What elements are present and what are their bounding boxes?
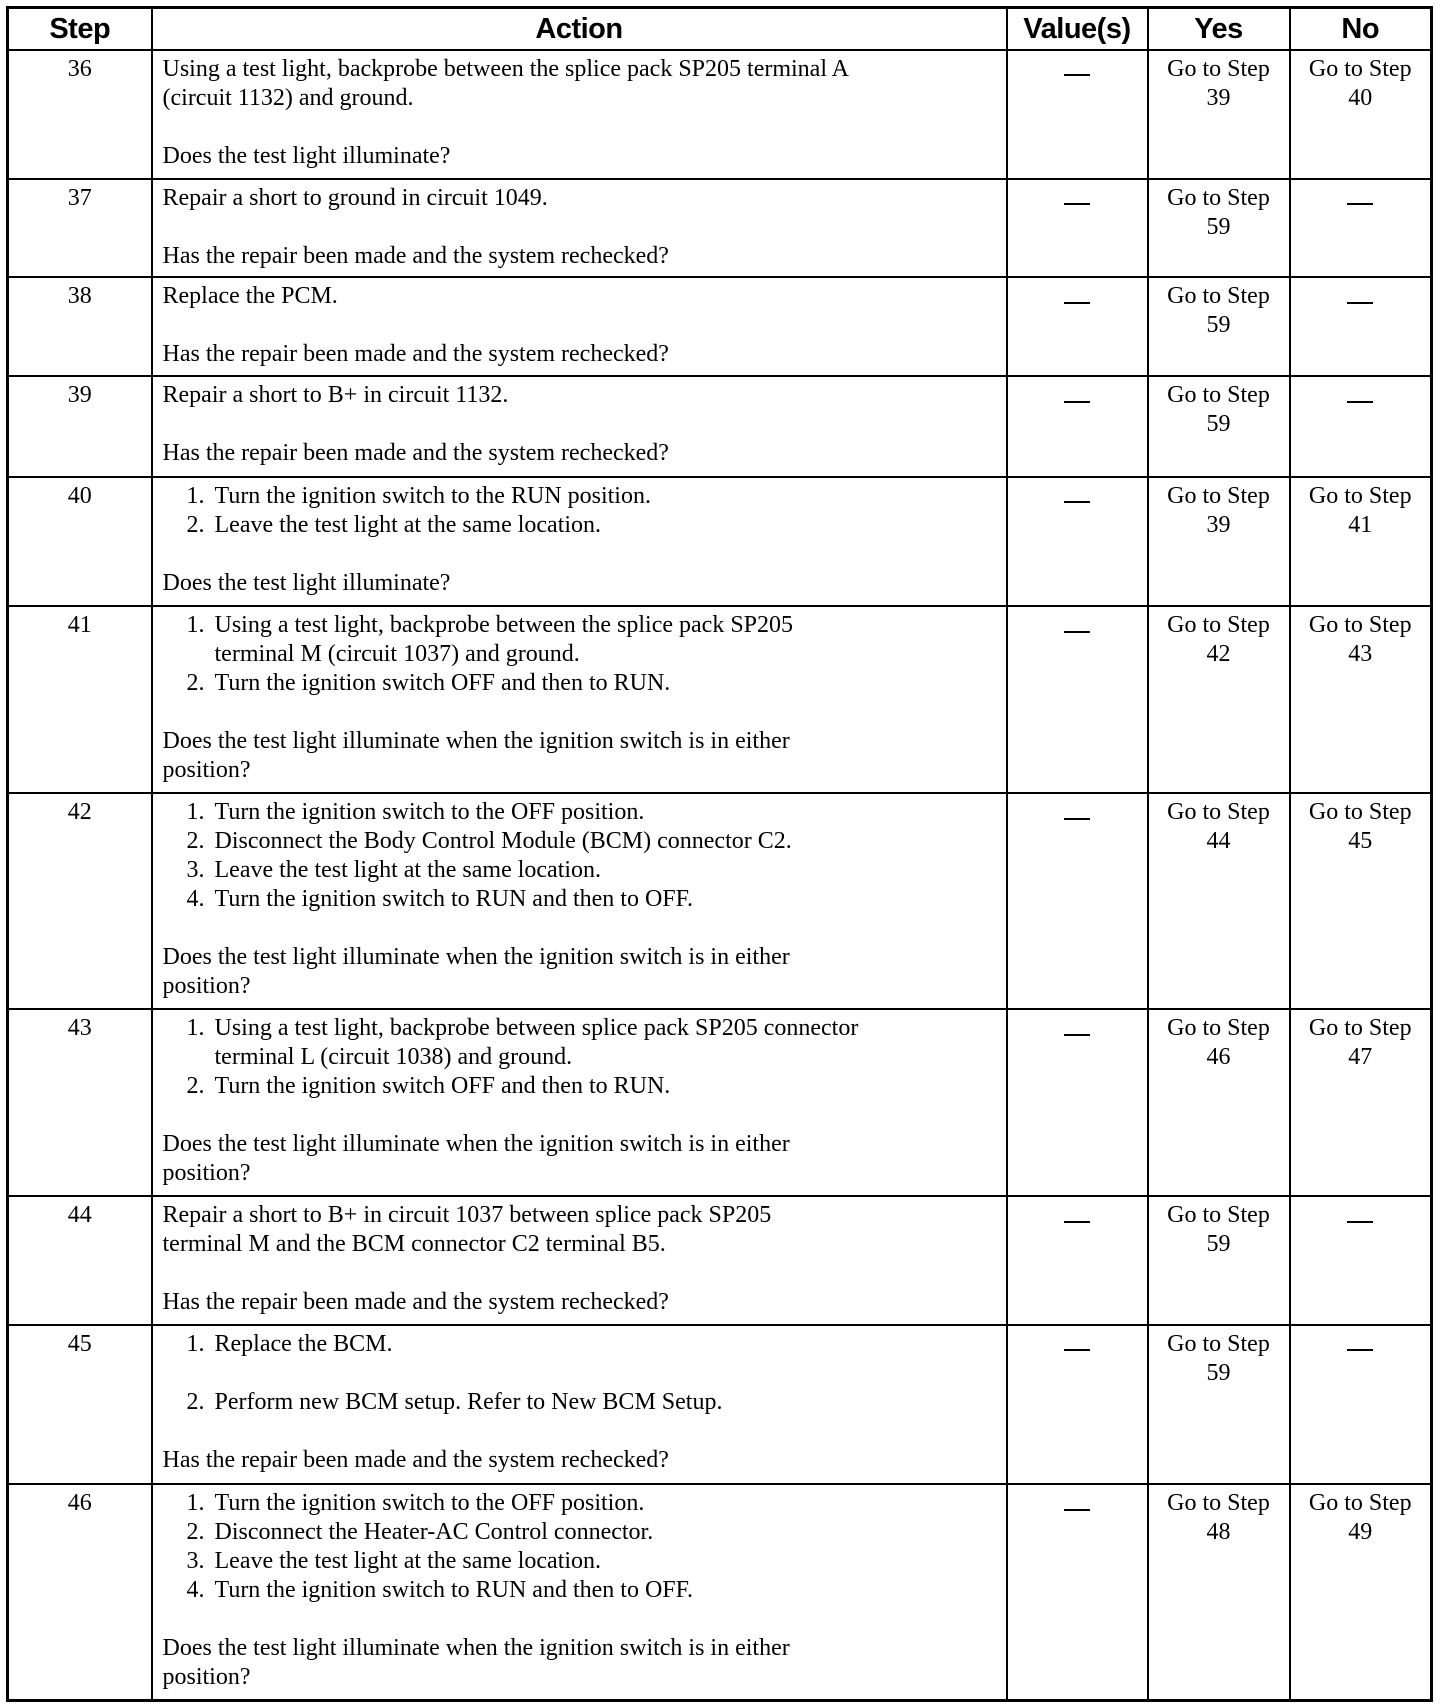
yes-cell [1148, 1009, 1290, 1196]
action-step [163, 611, 996, 640]
spacer [163, 1417, 996, 1446]
dash-line [1347, 302, 1373, 304]
action-text: Repair a short to B+ in circuit 1037 between splice pack SP205 [162, 1202, 772, 1229]
goto-step-number: 43 [1348, 641, 1373, 668]
step-number: 40 [8, 477, 152, 607]
action-step-continuation: terminal M (circuit 1037) and ground. [214, 641, 580, 668]
action-step-number: 1. [186, 482, 205, 509]
no-cell [1290, 50, 1432, 179]
value-dash [1008, 282, 1147, 311]
action-cell [152, 793, 1007, 1009]
action-step [163, 885, 996, 914]
goto-step-number: 48 [1206, 1519, 1231, 1546]
yes-cell [1148, 50, 1290, 179]
action-text: Has the repair been made and the system rechecked? [162, 1446, 669, 1473]
action-step-text: Disconnect the Heater-AC Control connector. [214, 1519, 654, 1546]
step-number: 41 [8, 606, 152, 793]
action-step-text: Using a test light, backprobe between splice pack SP205 connector [214, 1015, 859, 1042]
value-cell [1007, 179, 1148, 277]
dash-mark [1291, 1330, 1431, 1359]
spacer [163, 410, 996, 439]
action-step-number: 1. [186, 1330, 205, 1357]
yes-cell [1148, 1196, 1290, 1325]
no-cell [1290, 1009, 1432, 1196]
no-cell [1290, 606, 1432, 793]
goto-label: Go to Step [1308, 1015, 1412, 1042]
action-step-text: Leave the test light at the same location. [214, 857, 602, 884]
dash-mark [1291, 1201, 1431, 1230]
value-cell [1007, 1009, 1148, 1196]
goto-step-number: 39 [1206, 85, 1231, 111]
action-step [163, 1072, 996, 1101]
action-step-number: 4. [186, 886, 205, 913]
dash-line [1064, 1034, 1090, 1036]
value-cell [1007, 606, 1148, 793]
table-row [8, 50, 1432, 179]
goto-step-number: 59 [1206, 1359, 1231, 1386]
value-dash [1008, 381, 1147, 410]
action-text: Does the test light illuminate when the ignition switch is in either [162, 1635, 790, 1662]
action-step-text: Leave the test light at the same location. [214, 1548, 602, 1575]
spacer [163, 698, 996, 727]
goto-label: Go to Step [1308, 56, 1412, 82]
dash-line [1064, 401, 1090, 403]
action-step [163, 669, 996, 698]
dash-line [1347, 203, 1373, 205]
table-body [8, 50, 1432, 1701]
no-cell [1290, 1196, 1432, 1325]
spacer [163, 213, 996, 242]
goto-label: Go to Step [1308, 612, 1412, 639]
value-cell [1007, 1484, 1148, 1700]
dash-line [1347, 1349, 1373, 1351]
yes-cell [1148, 1325, 1290, 1485]
value-dash [1008, 184, 1147, 213]
table-row [8, 793, 1432, 1009]
goto-label: Go to Step [1167, 283, 1270, 310]
diagnostic-table [6, 6, 1433, 1702]
goto-step-number: 59 [1206, 411, 1231, 438]
step-number: 37 [8, 179, 152, 277]
action-cell [152, 477, 1007, 607]
action-step-number: 3. [186, 1548, 205, 1575]
action-text: Has the repair been made and the system rechecked? [162, 1289, 669, 1316]
action-step [163, 827, 996, 856]
no-cell [1290, 376, 1432, 476]
action-step-text: Turn the ignition switch OFF and then to RUN. [214, 1073, 671, 1100]
action-step-text: Turn the ignition switch to the OFF position. [214, 799, 645, 826]
goto-step-number: 47 [1348, 1044, 1373, 1071]
step-number: 46 [8, 1484, 152, 1700]
action-step-continuation: terminal L (circuit 1038) and ground. [214, 1044, 573, 1071]
action-cell [152, 606, 1007, 793]
goto-label: Go to Step [1167, 1015, 1270, 1042]
action-cell [152, 1325, 1007, 1485]
action-step-text: Turn the ignition switch to the OFF position. [214, 1490, 645, 1517]
table-row [8, 1325, 1432, 1485]
action-text: Has the repair been made and the system rechecked? [162, 242, 669, 269]
goto-label: Go to Step [1308, 799, 1412, 826]
no-cell [1290, 179, 1432, 277]
dash-line [1064, 74, 1090, 76]
spacer [163, 113, 996, 142]
table-row [8, 277, 1432, 376]
value-dash [1008, 1201, 1147, 1230]
dash-line [1064, 1349, 1090, 1351]
header-row [8, 8, 1432, 51]
dash-mark [1291, 381, 1431, 410]
no-cell [1290, 793, 1432, 1009]
action-text: Does the test light illuminate? [162, 143, 451, 169]
action-step-text: Turn the ignition switch OFF and then to RUN. [214, 670, 671, 697]
action-text: position? [162, 757, 251, 784]
goto-label: Go to Step [1167, 612, 1270, 639]
action-step-text: Turn the ignition switch to RUN and then to OFF. [214, 1577, 694, 1604]
goto-label: Go to Step [1167, 1490, 1270, 1517]
yes-cell [1148, 277, 1290, 376]
step-number: 42 [8, 793, 152, 1009]
goto-step-number: 40 [1348, 85, 1373, 111]
yes-cell [1148, 376, 1290, 476]
step-number: 36 [8, 50, 152, 179]
dash-line [1064, 1509, 1090, 1511]
action-text: Does the test light illuminate? [162, 569, 451, 596]
dash-line [1064, 1221, 1090, 1223]
action-step-text: Turn the ignition switch to RUN and then to OFF. [214, 886, 694, 913]
goto-label: Go to Step [1167, 1330, 1270, 1357]
value-cell [1007, 50, 1148, 179]
action-step-text: Disconnect the Body Control Module (BCM) connector C2. [214, 828, 792, 855]
action-cell [152, 376, 1007, 476]
action-step [163, 511, 996, 540]
action-text: Has the repair been made and the system rechecked? [162, 440, 669, 467]
value-cell [1007, 277, 1148, 376]
action-step-number: 2. [186, 670, 205, 697]
no-cell [1290, 277, 1432, 376]
goto-step-number: 42 [1206, 641, 1231, 668]
value-cell [1007, 477, 1148, 607]
action-cell [152, 50, 1007, 179]
action-step-text: Replace the BCM. [214, 1330, 393, 1357]
no-cell [1290, 1325, 1432, 1485]
action-text: Repair a short to B+ in circuit 1132. [162, 382, 509, 409]
table-row [8, 376, 1432, 476]
goto-step-number: 59 [1206, 312, 1231, 339]
action-step [163, 482, 996, 511]
goto-label: Go to Step [1308, 482, 1412, 509]
yes-cell [1148, 793, 1290, 1009]
value-dash [1008, 1014, 1147, 1043]
yes-cell [1148, 477, 1290, 607]
action-cell [152, 179, 1007, 277]
spacer [163, 914, 996, 943]
action-text: Using a test light, backprobe between the splice pack SP205 terminal A [162, 56, 850, 82]
action-cell [152, 1009, 1007, 1196]
spacer [163, 540, 996, 569]
dash-line [1064, 203, 1090, 205]
dash-mark [1291, 282, 1431, 311]
goto-step-number: 59 [1206, 213, 1231, 240]
action-step-text: Leave the test light at the same location. [214, 511, 602, 538]
goto-step-number: 44 [1206, 828, 1231, 855]
dash-line [1064, 302, 1090, 304]
action-step-number: 3. [186, 857, 205, 884]
spacer [163, 1359, 996, 1388]
value-dash [1008, 55, 1147, 84]
action-text: Repair a short to ground in circuit 1049. [162, 184, 548, 211]
dash-mark [1291, 184, 1431, 213]
action-step-number: 1. [186, 799, 205, 826]
value-dash [1008, 1330, 1147, 1359]
action-text: Does the test light illuminate when the ignition switch is in either [162, 1131, 790, 1158]
action-text: terminal M and the BCM connector C2 terminal B5. [162, 1231, 666, 1258]
action-text: (circuit 1132) and ground. [162, 85, 414, 111]
step-number: 43 [8, 1009, 152, 1196]
goto-step-number: 49 [1348, 1519, 1373, 1546]
goto-label: Go to Step [1167, 184, 1270, 211]
action-step-number: 2. [186, 1519, 205, 1546]
action-text: Does the test light illuminate when the ignition switch is in either [162, 944, 790, 971]
goto-step-number: 41 [1348, 511, 1373, 538]
action-step [163, 1014, 996, 1043]
goto-label: Go to Step [1167, 799, 1270, 826]
header-values: Value(s) [1007, 8, 1148, 51]
action-text: Has the repair been made and the system rechecked? [162, 341, 669, 368]
table-header [8, 8, 1432, 51]
step-number: 45 [8, 1325, 152, 1485]
goto-label: Go to Step [1167, 482, 1270, 509]
action-step-number: 2. [186, 1073, 205, 1100]
action-step-number: 1. [186, 612, 205, 639]
dash-line [1347, 401, 1373, 403]
goto-step-number: 39 [1206, 511, 1231, 538]
value-cell [1007, 1325, 1148, 1485]
action-text: position? [162, 1160, 251, 1187]
goto-step-number: 46 [1206, 1044, 1231, 1071]
no-cell [1290, 477, 1432, 607]
table-row [8, 606, 1432, 793]
table-row [8, 1196, 1432, 1325]
value-cell [1007, 376, 1148, 476]
action-step-number: 1. [186, 1490, 205, 1517]
header-no: No [1290, 8, 1432, 51]
yes-cell [1148, 179, 1290, 277]
action-cell [152, 277, 1007, 376]
action-step-number: 2. [186, 511, 205, 538]
spacer [163, 1605, 996, 1634]
header-step: Step [8, 8, 152, 51]
action-step [163, 1489, 996, 1518]
goto-label: Go to Step [1167, 56, 1270, 82]
spacer [163, 1259, 996, 1288]
action-text: Replace the PCM. [162, 283, 338, 310]
action-cell [152, 1196, 1007, 1325]
action-text: position? [162, 1664, 251, 1691]
value-dash [1008, 482, 1147, 511]
action-step-text: Using a test light, backprobe between the splice pack SP205 [214, 612, 794, 639]
action-step [163, 798, 996, 827]
action-step [163, 1576, 996, 1605]
action-step [163, 1518, 996, 1547]
header-yes: Yes [1148, 8, 1290, 51]
action-step [163, 856, 996, 885]
yes-cell [1148, 1484, 1290, 1700]
goto-label: Go to Step [1167, 382, 1270, 409]
dash-line [1347, 1221, 1373, 1223]
value-cell [1007, 1196, 1148, 1325]
step-number: 44 [8, 1196, 152, 1325]
table-row [8, 179, 1432, 277]
action-text: Does the test light illuminate when the ignition switch is in either [162, 728, 790, 755]
table-row [8, 477, 1432, 607]
goto-step-number: 45 [1348, 828, 1373, 855]
dash-line [1064, 501, 1090, 503]
action-step [163, 1330, 996, 1359]
action-step-text: Perform new BCM setup. Refer to New BCM Setup. [214, 1388, 723, 1415]
spacer [163, 1101, 996, 1130]
action-step-number: 2. [186, 1388, 205, 1415]
table-row [8, 1484, 1432, 1700]
action-step-number: 1. [186, 1015, 205, 1042]
action-step-text: Turn the ignition switch to the RUN position. [214, 482, 651, 509]
action-step-number: 4. [186, 1577, 205, 1604]
action-step [163, 1547, 996, 1576]
value-dash [1008, 611, 1147, 640]
goto-step-number: 59 [1206, 1231, 1231, 1258]
action-step-number: 2. [186, 828, 205, 855]
value-cell [1007, 793, 1148, 1009]
no-cell [1290, 1484, 1432, 1700]
yes-cell [1148, 606, 1290, 793]
step-number: 38 [8, 277, 152, 376]
action-cell [152, 1484, 1007, 1700]
goto-label: Go to Step [1308, 1490, 1412, 1517]
action-text: position? [162, 973, 251, 1000]
spacer [163, 311, 996, 340]
table-row [8, 1009, 1432, 1196]
value-dash [1008, 798, 1147, 827]
goto-label: Go to Step [1167, 1202, 1270, 1229]
value-dash [1008, 1489, 1147, 1518]
dash-line [1064, 818, 1090, 820]
header-action: Action [152, 8, 1007, 51]
action-step [163, 1388, 996, 1417]
dash-line [1064, 631, 1090, 633]
step-number: 39 [8, 376, 152, 476]
